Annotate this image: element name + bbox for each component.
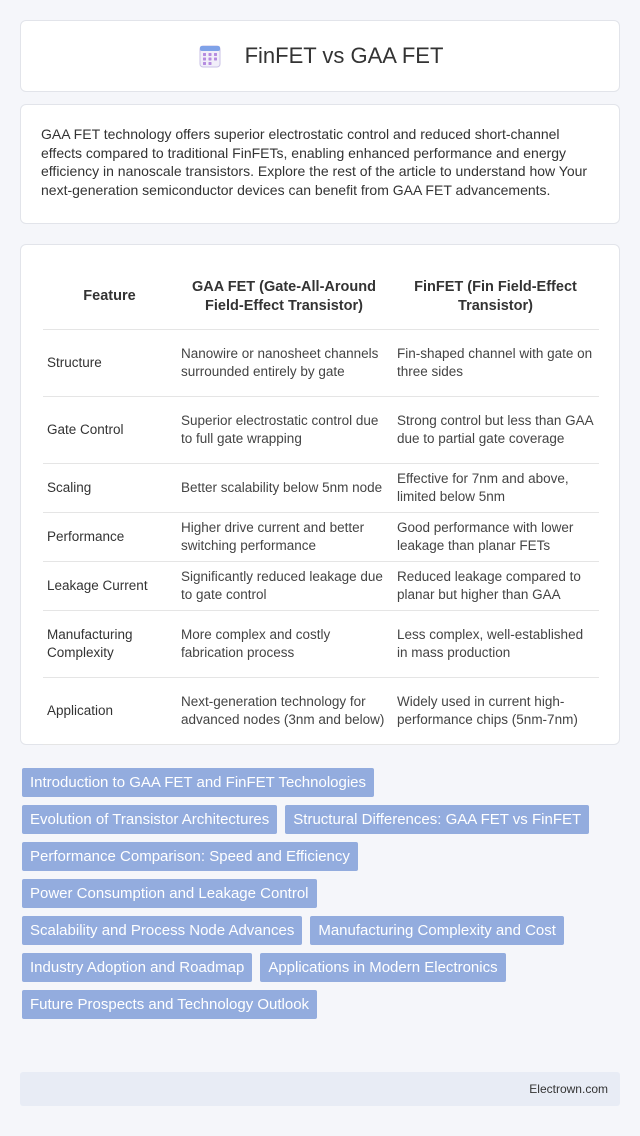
row-finfet-value: Fin-shaped channel with gate on three sides [392,329,599,396]
comparison-table [43,265,599,745]
topic-link-industry-adoption[interactable]: Industry Adoption and Roadmap [22,953,252,982]
row-finfet-value: Widely used in current high-performance chips (5nm-7nm) [392,677,599,744]
row-feature: Performance [43,512,176,561]
topic-link-applications[interactable]: Applications in Modern Electronics [260,953,505,982]
topic-link-power-consumption[interactable]: Power Consumption and Leakage Control [22,879,317,908]
row-gaafet-value: Better scalability below 5nm node [176,463,392,512]
table-row [43,329,599,396]
table-row [43,396,599,463]
row-gaafet-value: Next-generation technology for advanced nodes (3nm and below) [176,677,392,744]
row-feature: Manufacturing Complexity [43,610,176,677]
topic-link-future-prospects[interactable]: Future Prospects and Technology Outlook [22,990,317,1019]
topic-link-introduction[interactable]: Introduction to GAA FET and FinFET Technologies [22,768,374,797]
topic-link-evolution[interactable]: Evolution of Transistor Architectures [22,805,277,834]
topic-link-scalability[interactable]: Scalability and Process Node Advances [22,916,302,945]
intro-card [20,104,620,224]
row-finfet-value: Reduced leakage compared to planar but higher than GAA [392,561,599,610]
row-finfet-value: Effective for 7nm and above, limited below 5nm [392,463,599,512]
topic-link-manufacturing-complexity[interactable]: Manufacturing Complexity and Cost [310,916,564,945]
column-header-finfet: FinFET (Fin Field-Effect Transistor) [392,265,599,329]
column-header-feature: Feature [43,265,176,329]
table-row [43,463,599,512]
topic-link-performance-comparison[interactable]: Performance Comparison: Speed and Efficiency [22,842,358,871]
footer-site-name: Electrown.com [529,1082,608,1096]
row-gaafet-value: Significantly reduced leakage due to gate control [176,561,392,610]
row-gaafet-value: Superior electrostatic control due to full gate wrapping [176,396,392,463]
document-grid-icon [197,43,223,69]
column-header-gaafet: GAA FET (Gate-All-Around Field-Effect Transistor) [176,265,392,329]
topic-links [22,768,602,1019]
row-finfet-value: Less complex, well-established in mass production [392,610,599,677]
intro-paragraph: GAA FET technology offers superior electrostatic control and reduced short-channel effects compared to traditional FinFETs, enabling enhanced performance and energy efficiency in nanoscale transistors. Explore the rest of the article to understand how Your next-generation semiconductor devices can benefit from GAA FET advancements. [41,126,588,198]
row-feature: Structure [43,329,176,396]
page-title: FinFET vs GAA FET [244,43,444,68]
table-row [43,610,599,677]
table-row [43,677,599,744]
table-row [43,512,599,561]
row-feature: Application [43,677,176,744]
row-gaafet-value: Higher drive current and better switching performance [176,512,392,561]
title-card [20,20,620,92]
row-finfet-value: Good performance with lower leakage than planar FETs [392,512,599,561]
row-gaafet-value: More complex and costly fabrication process [176,610,392,677]
topic-link-structural-differences[interactable]: Structural Differences: GAA FET vs FinFET [285,805,589,834]
footer [20,1072,620,1106]
row-gaafet-value: Nanowire or nanosheet channels surrounded entirely by gate [176,329,392,396]
row-feature: Scaling [43,463,176,512]
table-row [43,561,599,610]
row-finfet-value: Strong control but less than GAA due to partial gate coverage [392,396,599,463]
comparison-table-card [20,244,620,745]
row-feature: Leakage Current [43,561,176,610]
table-header-row [43,265,599,329]
row-feature: Gate Control [43,396,176,463]
